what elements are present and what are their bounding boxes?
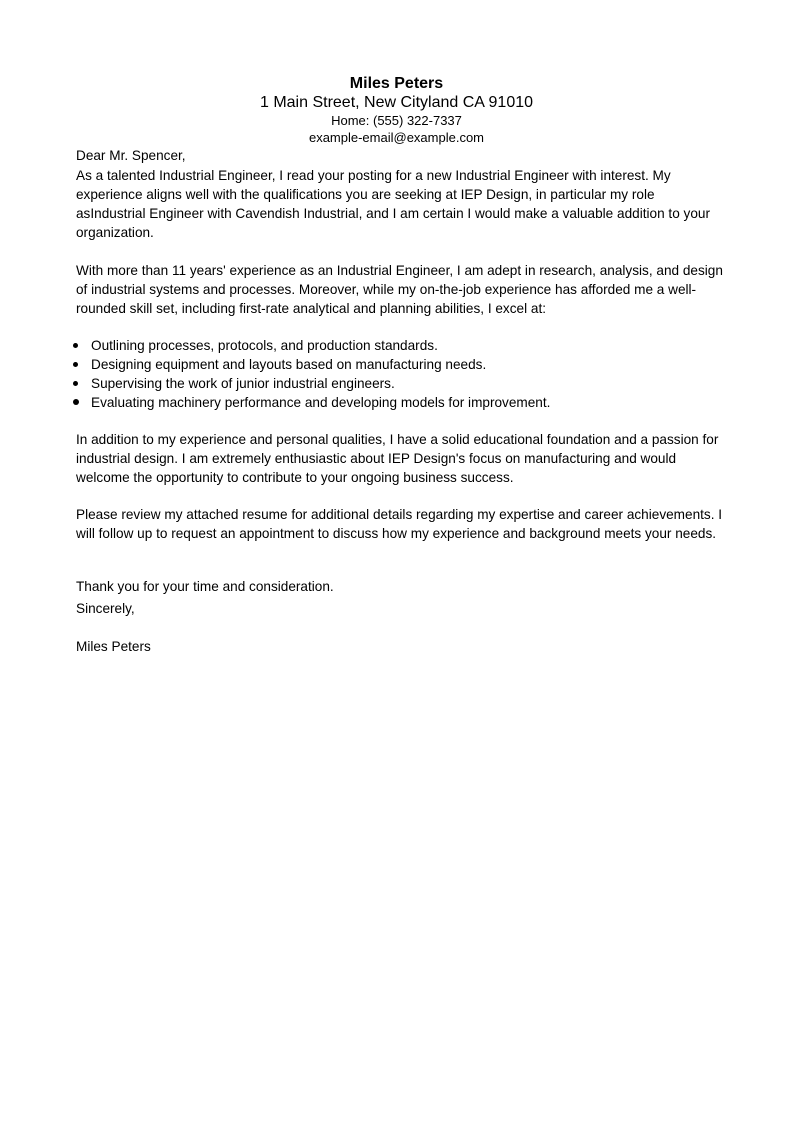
closing: Sincerely, (76, 601, 135, 616)
skill-text: Supervising the work of junior industrial engineers. (91, 376, 395, 391)
paragraph-education: In addition to my experience and personal qualities, I have a solid educational foundation and a passion for industrial design. I am extremely enthusiastic about IEP Design's focus on manufacturing and would welcome the opportunity to contribute to your ongoing business success. (76, 432, 719, 485)
sender-phone: Home: (555) 322-7337 (331, 113, 462, 128)
list-item (76, 336, 726, 355)
bullet-icon (73, 343, 78, 348)
skill-text: Designing equipment and layouts based on manufacturing needs. (91, 357, 487, 372)
thank-you-line: Thank you for your time and consideration. (76, 579, 334, 594)
skill-text: Outlining processes, protocols, and production standards. (91, 338, 438, 353)
paragraph-follow-up: Please review my attached resume for additional details regarding my expertise and career achievements. I will follow up to request an appointment to discuss how my experience and background meets your needs. (76, 507, 723, 541)
sender-name: Miles Peters (349, 75, 444, 92)
sender-email: example-email@example.com (308, 130, 485, 145)
signature: Miles Peters (76, 639, 151, 654)
list-item (76, 374, 726, 393)
bullet-icon (73, 381, 78, 386)
paragraph-intro: As a talented Industrial Engineer, I read your posting for a new Industrial Engineer with interest. My experience aligns well with the qualifications you are seeking at IEP Design, in particular my role asIndustrial Engineer with Cavendish Industrial, and I am certain I would make a valuable addition to your organization. (76, 168, 710, 240)
skill-text: Evaluating machinery performance and developing models for improvement. (91, 395, 551, 410)
list-item (76, 355, 726, 374)
sender-address: 1 Main Street, New Cityland CA 91010 (259, 94, 534, 111)
list-item (76, 393, 726, 412)
bullet-icon (73, 399, 79, 405)
skills-list (76, 336, 726, 412)
salutation: Dear Mr. Spencer, (76, 148, 186, 163)
letter-header (0, 74, 793, 146)
paragraph-experience: With more than 11 years' experience as an Industrial Engineer, I am adept in research, analysis, and design of industrial systems and processes. Moreover, while my on-the-job experience has afforded me a well-rounded skill set, including first-rate analytical and planning abilities, I excel at: (76, 263, 723, 316)
bullet-icon (73, 362, 78, 367)
